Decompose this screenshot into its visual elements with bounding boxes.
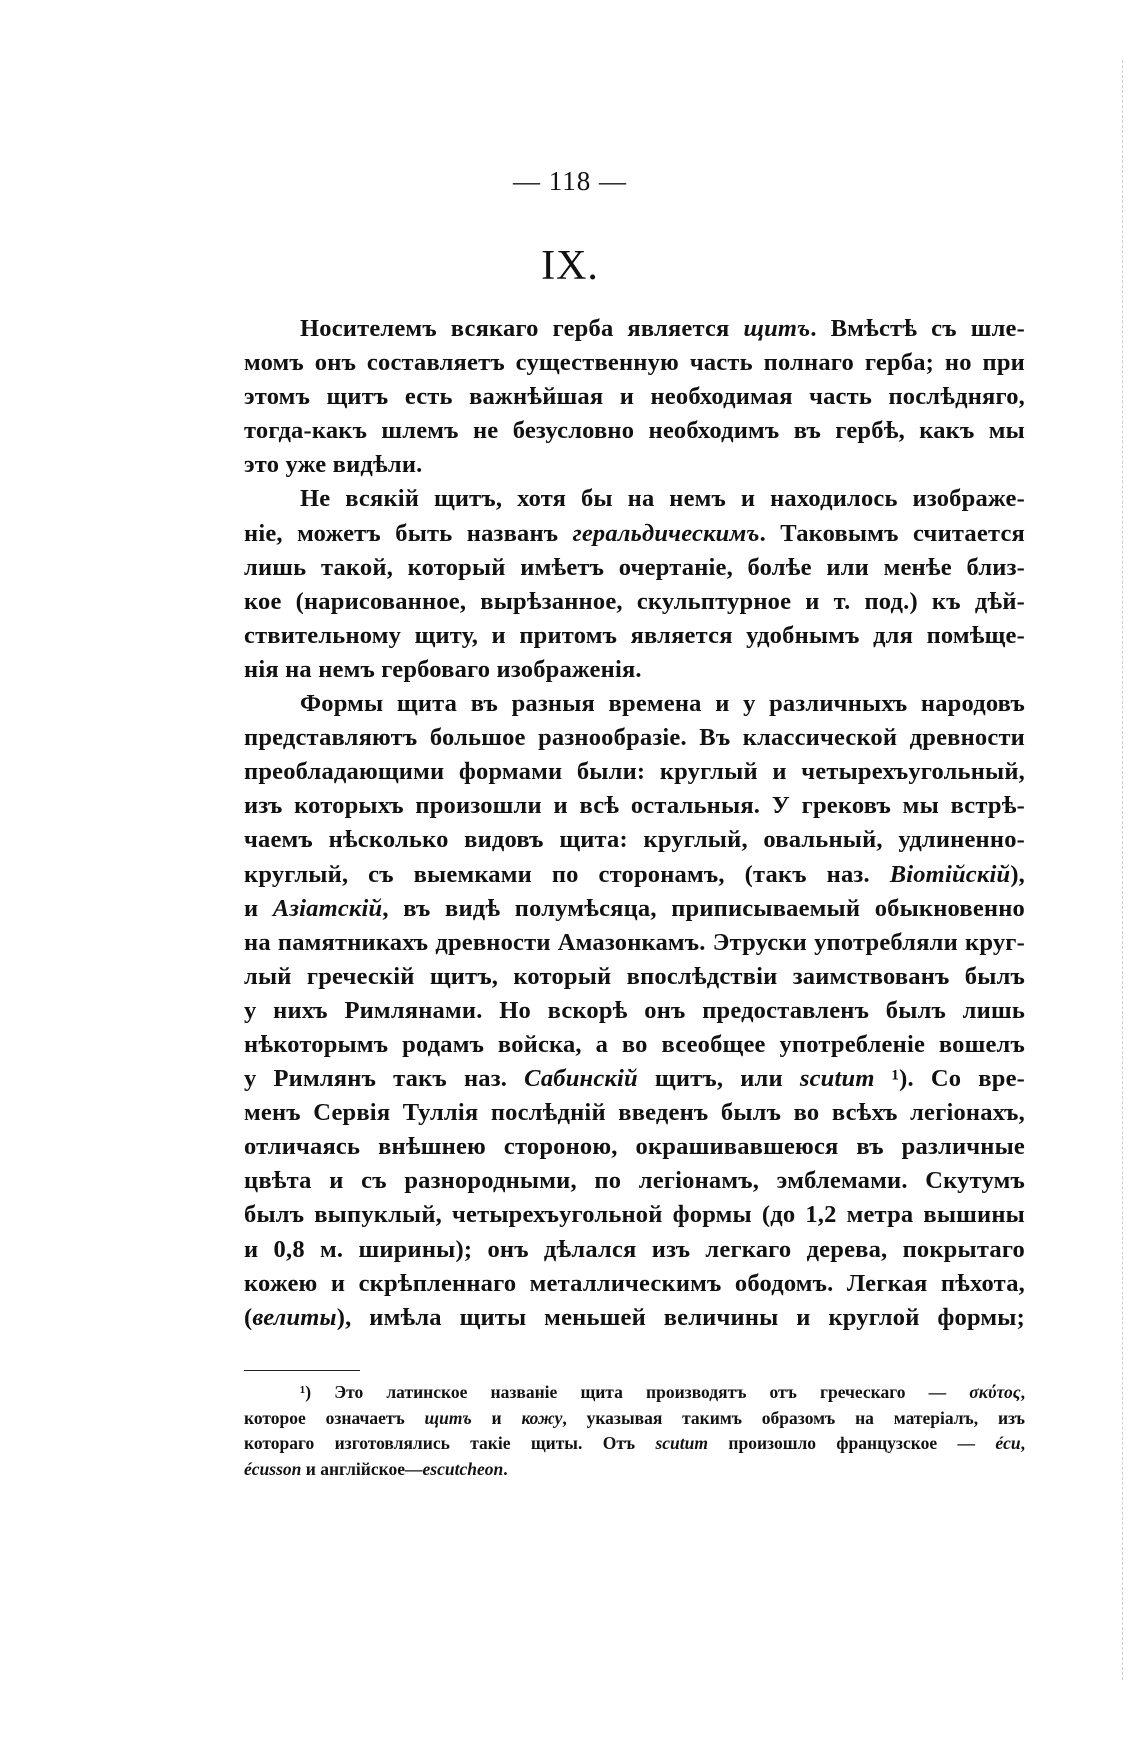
footnote-line: ¹) Это латинское названіе щита производятъ отъ греческаго — σκύτος, [300, 1382, 1025, 1402]
text-line: Формы щита въ разныя времена и у различныхъ народовъ [300, 690, 1025, 718]
chapter-heading: IX. [541, 243, 599, 289]
text-line: у Римлянъ такъ наз. Сабинскій щитъ, или scutum ¹). Со вре- [244, 1065, 1025, 1093]
text-line: лый греческій щитъ, который впослѣдствіи заимствованъ былъ [244, 962, 1025, 990]
footnote-line: écusson и англійское—escutcheon. [244, 1458, 508, 1479]
text-line: отличаясь внѣшнею стороною, окрашивавшеюся въ различные [244, 1133, 1025, 1161]
text-line: цвѣта и съ разнородными, по легіонамъ, эмблемами. Скутумъ [244, 1167, 1025, 1195]
text-line: нія на немъ гербоваго изображенія. [244, 655, 642, 683]
text-line: изъ которыхъ произошли и всѣ остальныя. У грековъ мы встрѣ- [244, 792, 1025, 820]
text-line: менъ Сервія Туллія послѣдній введенъ былъ во всѣхъ легіонахъ, [244, 1099, 1025, 1127]
text-line: и Азіатскій, въ видѣ полумѣсяца, приписываемый обыкновенно [244, 894, 1025, 922]
text-line: круглый, съ выемками по сторонамъ, (такъ наз. Віотійскій), [244, 860, 1025, 888]
body-text [244, 312, 1025, 1335]
page-number: — 118 — [513, 166, 627, 196]
text-line: лишь такой, который имѣетъ очертаніе, болѣе или менѣе близ- [244, 553, 1025, 581]
footnote-line: котораго изготовлялись такіе щиты. Отъ scutum произошло французское — écu, [244, 1433, 1025, 1453]
paragraph-2 [244, 482, 1025, 687]
text-line: ніе, можетъ быть названъ геральдическимъ. Таковымъ считается [244, 519, 1026, 547]
text-line: момъ онъ составляетъ существенную часть полнаго герба; но при [244, 349, 1025, 377]
footnote-divider [244, 1370, 360, 1371]
footnote [244, 1380, 1025, 1482]
text-line: этомъ щитъ есть важнѣйшая и необходимая часть послѣдняго, [244, 383, 1025, 411]
text-line: ствительному щиту, и притомъ является удобнымъ для помѣще- [244, 621, 1025, 649]
paragraph-3 [244, 687, 1025, 1335]
text-line: чаемъ нѣсколько видовъ щита: круглый, овальный, удлиненно- [244, 826, 1025, 854]
text-line: у нихъ Римлянами. Но вскорѣ онъ предоставленъ былъ лишь [244, 996, 1025, 1024]
text-line: кое (нарисованное, вырѣзанное, скульптурное и т. под.) къ дѣй- [244, 587, 1025, 615]
text-line: это уже видѣли. [244, 451, 423, 479]
text-line: на памятникахъ древности Амазонкамъ. Этруски употребляли круг- [244, 928, 1025, 956]
text-line: нѣкоторымъ родамъ войска, а во всеобщее употребленіе вошелъ [244, 1030, 1025, 1058]
text-line: кожею и скрѣпленнаго металлическимъ ободомъ. Легкая пѣхота, [244, 1269, 1025, 1297]
text-line: тогда-какъ шлемъ не безусловно необходимъ въ гербѣ, какъ мы [244, 417, 1025, 445]
text-line: Не всякій щитъ, хотя бы на немъ и находилось изображе- [300, 485, 1025, 513]
text-line: и 0,8 м. ширины); онъ дѣлался изъ легкаго дерева, покрытаго [244, 1235, 1025, 1263]
margin-fold-line [1122, 60, 1123, 1680]
footnote-line: которое означаетъ щитъ и кожу, указывая такимъ образомъ на матеріалъ, изъ [244, 1407, 1025, 1428]
text-line: представляютъ большое разнообразіе. Въ классической древности [244, 724, 1025, 752]
paragraph-1 [244, 312, 1025, 482]
text-line: былъ выпуклый, четырехъугольной формы (до 1,2 метра вышины [244, 1201, 1025, 1229]
text-line: (велиты), имѣла щиты меньшей величины и круглой формы; [244, 1303, 1025, 1331]
text-line: преобладающими формами были: круглый и четырехъугольный, [244, 758, 1025, 786]
text-line: Носителемъ всякаго герба является щитъ. Вмѣстѣ съ шле- [300, 315, 1025, 342]
